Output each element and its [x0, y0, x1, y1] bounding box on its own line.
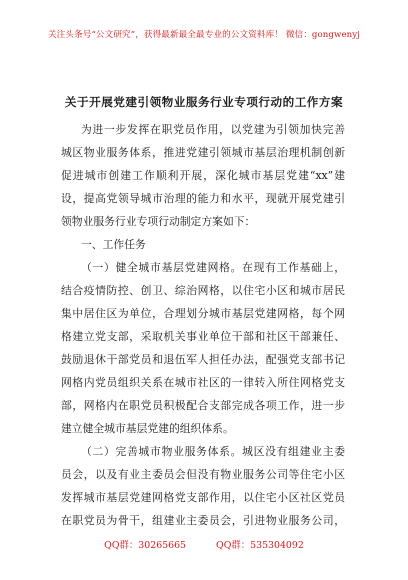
body-line: 鼓励退休干部党员和退伍军人担任办法，配强党支部书记: [61, 353, 345, 366]
body-line: （一）健全城市基层党建网格。在现有工作基础上，: [81, 261, 345, 274]
footer-qq-group-2: QQ群：535304092: [216, 540, 304, 551]
footer: [0, 537, 408, 551]
body-line: 领物业服务行业专项行动制定方案如下：: [61, 215, 256, 228]
section-heading: 一、工作任务: [81, 238, 146, 251]
body-line: 促进城市创建工作顺利开展，深化城市基层党建“xx”建: [61, 169, 345, 182]
page-title: 关于开展党建引领物业服务行业专项行动的工作方案: [64, 95, 344, 109]
body-line: 格建立党支部，采取机关事业单位干部和社区干部兼任、: [61, 330, 345, 343]
body-line: 员会，以及有业主委员会但没有物业服务公司等住宅小区: [61, 468, 345, 481]
body-line: 城区物业服务体系，推进党建引领城市基层治理机制创新: [61, 146, 345, 159]
footer-qq-group-1: QQ群：30265665: [104, 540, 187, 551]
body-line: 网格内党员组织关系在城市社区的一律转入所住网格党支: [61, 376, 345, 389]
body-line: 部，网格内在职党员积极配合支部完成各项工作，进一步: [61, 399, 345, 412]
body-line: 发挥城市基层党建网格党支部作用，以住宅小区社区党员: [61, 491, 345, 504]
body-line: 建立健全城市基层党建的组织体系。: [61, 422, 234, 435]
body-line: （二）完善城市物业服务体系。城区没有组建业主委: [81, 445, 345, 458]
body-line: 结合疫情防控、创卫、综治网格，以住宅小区和城市居民: [61, 284, 345, 297]
body-line: 设，提高党领导城市治理的能力和水平，现就开展党建引: [61, 192, 345, 205]
body-line: 为进一步发挥在职党员作用，以党建为引领加快完善: [81, 123, 345, 136]
body-line: 在职党员为骨干，组建业主委员会，引进物业服务公司，: [61, 514, 345, 527]
header-note: 关注头条号“公文研究”，获得最新最全最专业的公文资料库！ 微信：gongwenyj: [47, 30, 361, 40]
body-line: 集中居住区为单位，合理划分城市基层党建网格，每个网: [61, 307, 345, 320]
